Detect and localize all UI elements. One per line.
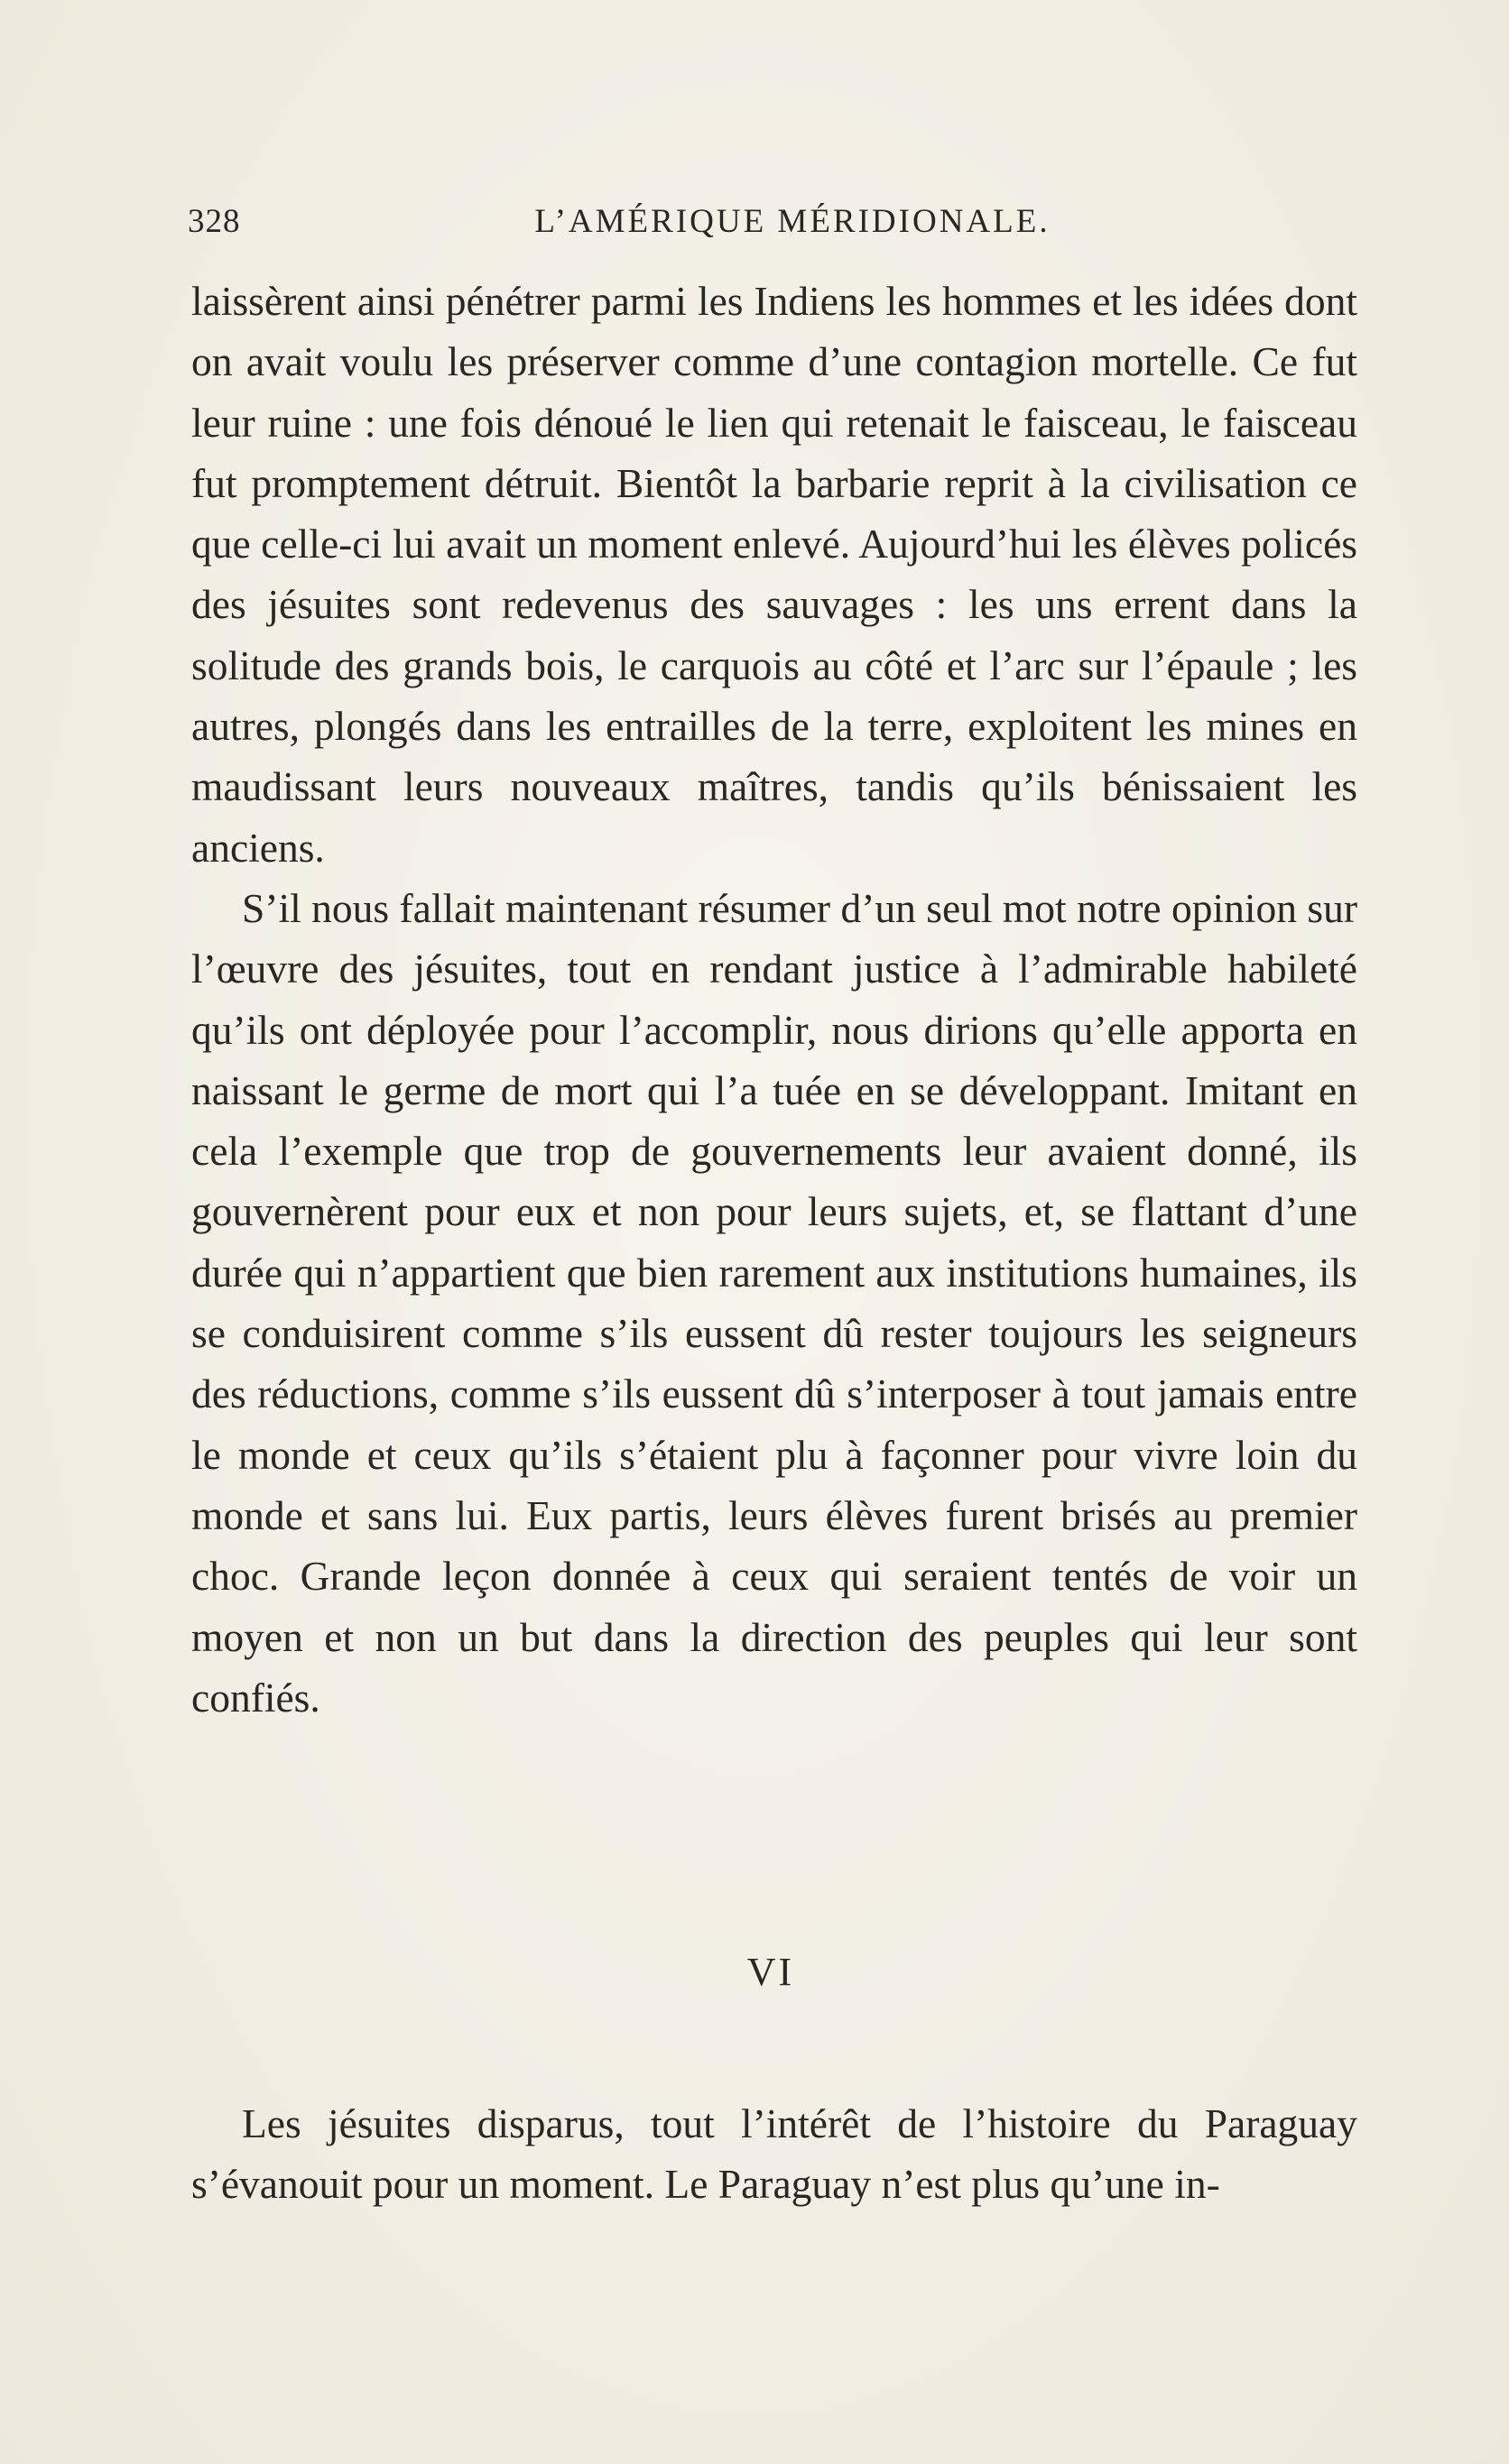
page-header (188, 202, 1361, 256)
running-title: L’AMÉRIQUE MÉRIDIONALE. (534, 203, 1051, 240)
page-number: 328 (188, 203, 241, 240)
section-heading: VI (746, 1950, 795, 1994)
paragraph: Les jésuites disparus, tout l’intérêt de l’histoire du Paraguay s’évanouit pour un moment. Le Paraguay n’est plus qu’une in- (191, 2100, 1357, 2208)
paragraph: laissèrent ainsi pénétrer parmi les Indiens les hommes et les idées dont on avait voulu les préserver comme d’une contagion mortelle. Ce fut leur ruine : une fois dénoué le lien qui retenait le faisceau, le faisceau fut promptement détruit. Bientôt la barbarie reprit à la civilisation ce que celle-ci lui avait un moment enlevé. Aujourd’hui les élèves policés des jésuites sont redevenus des sauvages : les uns errent dans la solitude des grands bois, le carquois au côté et l’arc sur l’épaule ; les autres, plongés dans les entrailles de la terre, exploitent les mines en maudissant leurs nouveaux maîtres, tandis qu’ils bénissaient les anciens. (191, 278, 1357, 871)
body-text (191, 271, 1357, 1728)
section-text (191, 2093, 1357, 2215)
paragraph: S’il nous fallait maintenant résumer d’un seul mot notre opinion sur l’œuvre des jésuites, tout en rendant justice à l’admirable habileté qu’ils ont déployée pour l’accomplir, nous dirions qu’elle apporta en naissant le germe de mort qui l’a tuée en se développant. Imitant en cela l’exemple que trop de gouvernements leur avaient donné, ils gouvernèrent pour eux et non pour leurs sujets, et, se flattant d’une durée qui n’appartient que bien rarement aux institutions humaines, ils se conduisirent comme s’ils eussent dû rester toujours les seigneurs des réductions, comme s’ils eussent dû s’interposer à tout jamais entre le monde et ceux qu’ils s’étaient plu à façonner pour vivre loin du monde et sans lui. Eux partis, leurs élèves furent brisés au premier choc. Grande leçon donnée à ceux qui seraient tentés de voir un moyen et non un but dans la direction des peuples qui leur sont confiés. (191, 884, 1357, 1721)
